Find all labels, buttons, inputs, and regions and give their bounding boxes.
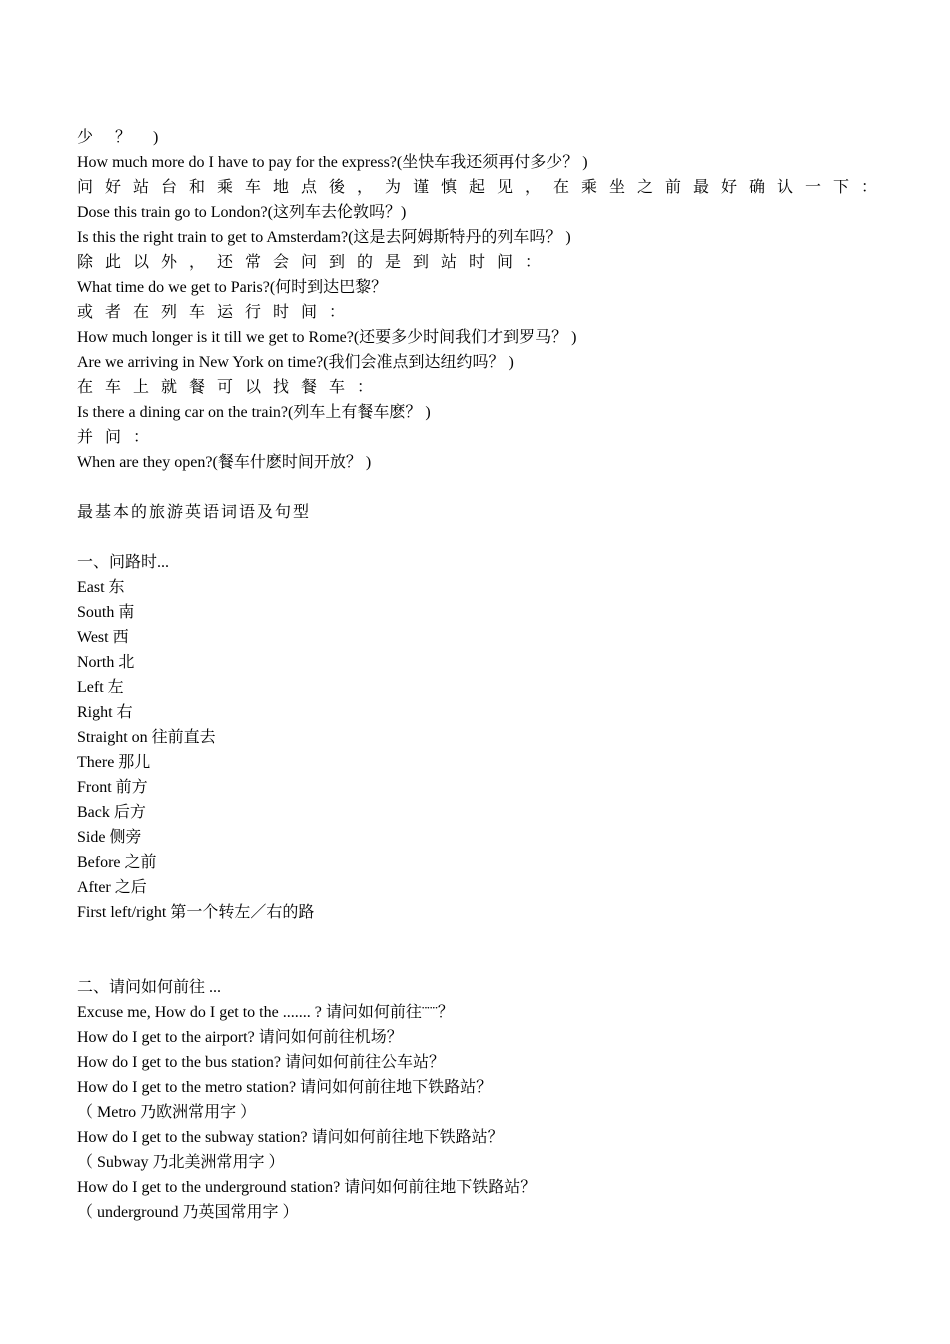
list-item: After 之后	[77, 879, 147, 896]
text-line: How much longer is it till we get to Rome?(还要多少时间我们才到罗马？ )	[77, 329, 577, 346]
list-item: How do I get to the bus station? 请问如何前往公车站？	[77, 1054, 445, 1071]
list-item: （ underground 乃英国常用字 ）	[77, 1204, 299, 1221]
text-line: How much more do I have to pay for the express?(坐快车我还须再付多少？ )	[77, 154, 588, 171]
text-line: 在车上就餐可以找餐车：	[77, 379, 386, 396]
list-item: There 那儿	[77, 754, 151, 771]
list-item: （ Subway 乃北美洲常用字 ）	[77, 1154, 285, 1171]
section-title: 最基本的旅游英语词语及句型	[77, 504, 312, 521]
document-page	[77, 125, 897, 1225]
list-item: （ Metro 乃欧洲常用字 ）	[77, 1104, 257, 1121]
list-item: Straight on 往前直去	[77, 729, 216, 746]
list-item: How do I get to the airport? 请问如何前往机场？	[77, 1029, 403, 1046]
list-item: How do I get to the subway station? 请问如何前往地下铁路站？	[77, 1129, 504, 1146]
list-item: Excuse me, How do I get to the ....... ? 请问如何前往¨¨¨？	[77, 1004, 454, 1021]
text-line: 除此以外，还常会问到的是到站时间：	[77, 254, 554, 271]
list-item: West 西	[77, 629, 129, 646]
text-line: Dose this train go to London?(这列车去伦敦吗？)	[77, 204, 407, 221]
list-item: North 北	[77, 654, 135, 671]
list-item: Before 之前	[77, 854, 157, 871]
text-line: 或者在列车运行时间：	[77, 304, 358, 321]
text-line: 问好站台和乘车地点後，为谨慎起见，在乘坐之前最好确认一下：	[77, 179, 890, 196]
list-item: Side 侧旁	[77, 829, 142, 846]
section-heading: 一、问路时...	[77, 554, 170, 571]
list-item: How do I get to the metro station? 请问如何前往地下铁路站？	[77, 1079, 493, 1096]
list-item: Back 后方	[77, 804, 146, 821]
list-item: South 南	[77, 604, 135, 621]
text-line: What time do we get to Paris?(何时到达巴黎？	[77, 279, 388, 296]
text-line: Is this the right train to get to Amsterdam?(这是去阿姆斯特丹的列车吗？ )	[77, 229, 571, 246]
list-item: Right 右	[77, 704, 133, 721]
text-line: 少 ？ )	[77, 129, 168, 146]
list-item: Left 左	[77, 679, 124, 696]
section-heading: 二、请问如何前往 ...	[77, 979, 222, 996]
text-line: Is there a dining car on the train?(列车上有餐车麽？ )	[77, 404, 431, 421]
text-line: When are they open?(餐车什麽时间开放？ )	[77, 454, 372, 471]
spacer	[77, 525, 897, 550]
spacer	[77, 475, 897, 500]
spacer	[77, 925, 897, 975]
text-line: Are we arriving in New York on time?(我们会准点到达纽约吗？ )	[77, 354, 514, 371]
list-item: Front 前方	[77, 779, 148, 796]
list-item: How do I get to the underground station? 请问如何前往地下铁路站？	[77, 1179, 537, 1196]
list-item: First left/right 第一个转左／右的路	[77, 904, 315, 921]
text-line: 并问：	[77, 429, 162, 446]
list-item: East 东	[77, 579, 125, 596]
